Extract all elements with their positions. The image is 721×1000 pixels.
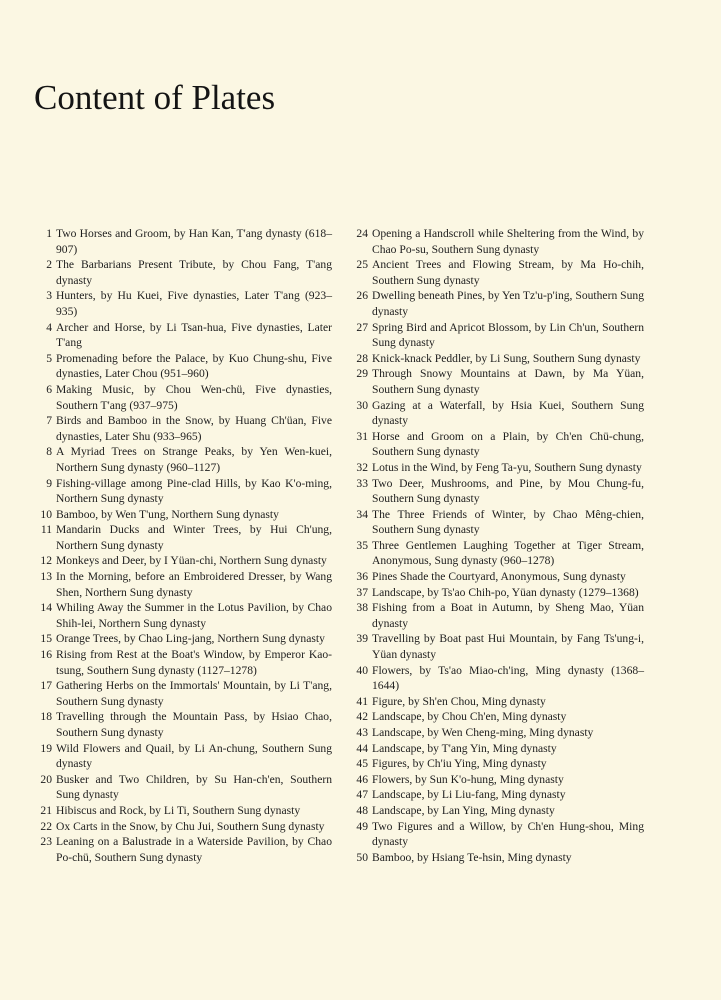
plate-title: Flowers, by Ts'ao Miao-ch'ing, Ming dynasty (1368–1644) [372,663,644,693]
plate-entry [338,803,644,819]
plate-number: 25 [356,258,368,272]
plate-title: The Barbarians Present Tribute, by Chou Fang, T'ang dynasty [56,258,332,287]
plate-entry [338,569,644,585]
plate-entry [22,522,332,553]
plate-entry [338,351,644,367]
plate-number: 46 [356,772,368,786]
plate-number: 34 [356,507,368,521]
plate-title: Busker and Two Children, by Su Han-ch'en, Southern Sung dynasty [56,772,332,802]
plate-title: Archer and Horse, by Li Tsan-hua, Five dynasties, Later T'ang [56,320,332,350]
plate-title: Fishing-village among Pine-clad Hills, by Kao K'o-ming, Northern Sung dynasty [56,476,332,506]
plate-title: Making Music, by Chou Wen-chü, Five dynasties, Southern T'ang (937–975) [56,382,332,412]
plate-entry [338,507,644,538]
plate-entry [22,678,332,709]
plate-entry [338,709,644,725]
plate-entry [338,538,644,569]
plate-number: 43 [356,726,368,739]
plate-title: Landscape, by Ts'ao Chih-po, Yüan dynasty (1279–1368) [372,585,639,599]
plate-number: 6 [46,382,52,396]
plate-title: Hunters, by Hu Kuei, Five dynasties, Later T'ang (923–935) [56,289,332,318]
plate-number: 39 [356,632,368,646]
plate-entry [338,226,644,257]
plate-title: Through Snowy Mountains at Dawn, by Ma Yüan, Southern Sung dynasty [372,367,644,396]
plate-title: Monkeys and Deer, by I Yüan-chi, Northern Sung dynasty [56,554,327,568]
plate-entry [22,819,332,835]
plate-number: 1 [46,227,52,240]
plate-entry [22,631,332,647]
plate-entry [338,366,644,397]
plate-title: Landscape, by Li Liu-fang, Ming dynasty [372,788,566,802]
plate-number: 27 [356,320,368,334]
plate-title: Promenading before the Palace, by Kuo Chung-shu, Five dynasties, Later Chou (951–960) [56,351,332,381]
plate-entry [338,663,644,694]
plate-title: A Myriad Trees on Strange Peaks, by Yen Wen-kuei, Northern Sung dynasty (960–1127) [56,445,332,474]
plate-title: Figures, by Ch'iu Ying, Ming dynasty [372,757,547,771]
plate-number: 14 [40,601,52,615]
plate-title: Hibiscus and Rock, by Li Ti, Southern Sung dynasty [56,803,301,817]
plate-number: 13 [40,570,52,584]
plate-entry [22,257,332,288]
plate-entry [22,476,332,507]
plate-entry [338,320,644,351]
plate-entry [22,444,332,475]
plate-title: Two Horses and Groom, by Han Kan, T'ang dynasty (618–907) [56,227,332,256]
plate-title: Landscape, by Lan Ying, Ming dynasty [372,803,555,817]
plate-number: 20 [40,772,52,786]
plate-number: 21 [40,803,52,817]
plate-entry [338,476,644,507]
plate-title: Two Deer, Mushrooms, and Pine, by Mou Chung-fu, Southern Sung dynasty [372,476,644,506]
plate-number: 28 [356,351,368,365]
plate-title: Horse and Groom on a Plain, by Ch'en Chü-chung, Southern Sung dynasty [372,429,644,459]
plate-number: 15 [40,632,52,646]
plate-number: 35 [356,538,368,552]
plate-entry [22,709,332,740]
plate-title: Orange Trees, by Chao Ling-jang, Northern Sung dynasty [56,632,325,646]
plate-title: Wild Flowers and Quail, by Li An-chung, Southern Sung dynasty [56,741,332,771]
plate-title: Travelling through the Mountain Pass, by Hsiao Chao, Southern Sung dynasty [56,710,332,739]
plate-number: 3 [46,289,52,303]
plate-title: Gazing at a Waterfall, by Hsia Kuei, Southern Sung dynasty [372,398,644,428]
plate-title: Birds and Bamboo in the Snow, by Huang Ch'üan, Five dynasties, Later Shu (933–965) [56,414,332,443]
plate-title: Flowers, by Sun K'o-hung, Ming dynasty [372,772,564,786]
plate-number: 22 [40,819,52,833]
plate-entry [338,756,644,772]
plate-entry [338,398,644,429]
plate-entry [338,819,644,850]
plate-title: Whiling Away the Summer in the Lotus Pavilion, by Chao Shih-lei, Northern Sung dynasty [56,601,332,630]
plate-title: Two Figures and a Willow, by Ch'en Hung-shou, Ming dynasty [372,819,644,849]
plate-entry [22,507,332,523]
plate-entry [338,257,644,288]
plates-list-left [22,226,332,865]
page-title: Content of Plates [34,78,276,117]
plate-title: Bamboo, by Hsiang Te-hsin, Ming dynasty [372,850,572,864]
plate-title: The Three Friends of Winter, by Chao Mêng-chien, Southern Sung dynasty [372,507,644,537]
plate-entry [22,226,332,257]
plate-number: 18 [40,710,52,724]
plate-entry [22,569,332,600]
plate-entry [22,413,332,444]
plate-entry [22,772,332,803]
plate-entry [338,600,644,631]
plate-title: Travelling by Boat past Hui Mountain, by Fang Ts'ung-i, Yüan dynasty [372,632,644,662]
plate-entry [338,460,644,476]
plate-number: 19 [40,741,52,755]
plate-title: Ancient Trees and Flowing Stream, by Ma Ho-chih, Southern Sung dynasty [372,258,644,287]
plate-entry [22,600,332,631]
plate-title: Rising from Rest at the Boat's Window, by Emperor Kao-tsung, Southern Sung dynasty (1127–1278) [56,648,332,677]
plate-title: Lotus in the Wind, by Feng Ta-yu, Southern Sung dynasty [372,460,642,474]
plates-list-right [338,226,644,865]
plate-entry [22,553,332,569]
plate-number: 45 [356,757,368,771]
plate-title: Landscape, by Wen Cheng-ming, Ming dynasty [372,726,594,739]
plate-number: 36 [356,570,368,584]
plate-number: 24 [356,227,368,240]
plate-entry [338,787,644,803]
plate-title: Knick-knack Peddler, by Li Sung, Southern Sung dynasty [372,351,641,365]
plate-number: 38 [356,601,368,615]
plate-number: 44 [356,741,368,755]
plate-number: 33 [356,476,368,490]
plate-title: Gathering Herbs on the Immortals' Mountain, by Li T'ang, Southern Sung dynasty [56,679,332,708]
plate-number: 30 [356,398,368,412]
plate-title: Leaning on a Balustrade in a Waterside Pavilion, by Chao Po-chü, Southern Sung dynasty [56,835,332,864]
plate-number: 48 [356,803,368,817]
plate-number: 16 [40,648,52,662]
plate-entry [22,741,332,772]
plate-number: 37 [356,585,368,599]
plate-title: Opening a Handscroll while Sheltering from the Wind, by Chao Po-su, Southern Sung dynasty [372,227,644,256]
plate-number: 23 [40,835,52,849]
plate-title: Three Gentlemen Laughing Together at Tiger Stream, Anonymous, Sung dynasty (960–1278) [372,538,644,568]
plate-number: 5 [46,351,52,365]
plate-entry [22,320,332,351]
plate-number: 31 [356,429,368,443]
plate-number: 8 [46,445,52,459]
plate-entry [22,834,332,865]
plate-title: Bamboo, by Wen T'ung, Northern Sung dynasty [56,507,279,521]
plate-title: Mandarin Ducks and Winter Trees, by Hui Ch'ung, Northern Sung dynasty [56,523,332,552]
plate-entry [22,803,332,819]
plate-number: 17 [40,679,52,693]
plate-entry [22,647,332,678]
plate-entry [338,631,644,662]
plate-number: 40 [356,663,368,677]
plate-number: 47 [356,788,368,802]
plate-number: 49 [356,819,368,833]
plate-number: 12 [40,554,52,568]
plate-title: Pines Shade the Courtyard, Anonymous, Sung dynasty [372,570,626,584]
plate-number: 9 [46,476,52,490]
plate-entry [338,725,644,741]
plate-entry [22,351,332,382]
plate-number: 7 [46,414,52,428]
plate-number: 29 [356,367,368,381]
plate-entry [338,850,644,866]
plate-title: Figure, by Sh'en Chou, Ming dynasty [372,694,546,708]
plate-entry [338,585,644,601]
plate-number: 11 [40,523,52,537]
plate-number: 4 [46,320,52,334]
plate-title: Landscape, by Chou Ch'en, Ming dynasty [372,710,567,724]
plate-entry [338,288,644,319]
plate-number: 42 [356,710,368,724]
plate-title: Spring Bird and Apricot Blossom, by Lin Ch'un, Southern Sung dynasty [372,320,644,350]
plate-number: 32 [356,460,368,474]
plate-title: Fishing from a Boat in Autumn, by Sheng Mao, Yüan dynasty [372,601,644,630]
plate-title: Landscape, by T'ang Yin, Ming dynasty [372,741,557,755]
plate-title: Dwelling beneath Pines, by Yen Tz'u-p'ing, Southern Sung dynasty [372,289,644,318]
plate-entry [338,694,644,710]
plate-entry [338,772,644,788]
plate-title: Ox Carts in the Snow, by Chu Jui, Southern Sung dynasty [56,819,325,833]
plate-number: 26 [356,289,368,303]
plate-entry [22,382,332,413]
plate-number: 50 [356,850,368,864]
plate-entry [338,429,644,460]
plate-title: In the Morning, before an Embroidered Dresser, by Wang Shen, Northern Sung dynasty [56,570,332,599]
plate-number: 2 [46,258,52,272]
plate-number: 10 [40,507,52,521]
plate-entry [22,288,332,319]
plate-entry [338,741,644,757]
plate-number: 41 [356,694,368,708]
